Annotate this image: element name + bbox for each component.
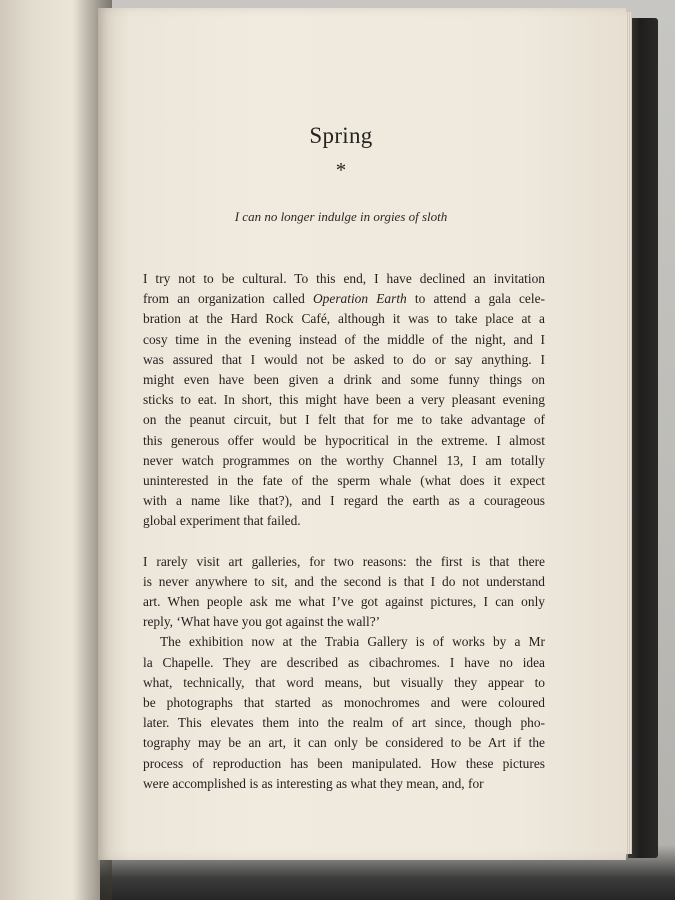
text-line: reply, ‘What have you got against the wall?’ bbox=[143, 614, 381, 630]
text-line: art. When people ask me what I’ve got against pictures, I can only bbox=[143, 594, 545, 610]
book-page bbox=[98, 8, 626, 860]
text-line: I try not to be cultural. To this end, I have declined an invitation bbox=[143, 271, 545, 286]
text-line: uninterested in the fate of the sperm whale (what does it expect bbox=[143, 473, 545, 489]
text-line: might even have been given a drink and some funny things on bbox=[143, 372, 545, 388]
text-line: la Chapelle. They are described as cibachromes. I have no idea bbox=[143, 654, 545, 670]
paragraph-spacer bbox=[143, 532, 545, 552]
text-line: were accomplished is as interesting as what they mean, and, for bbox=[143, 775, 484, 791]
chapter-epigraph: I can no longer indulge in orgies of sloth bbox=[234, 209, 448, 224]
text-line: was assured that I would not be asked to do or say anything. I bbox=[143, 351, 545, 367]
body-text bbox=[143, 269, 545, 794]
text-line: on the peanut circuit, but I felt that for me to take advantage of bbox=[143, 412, 545, 428]
text-line: later. This elevates them into the realm of art since, though pho- bbox=[143, 715, 545, 731]
chapter-title: Spring bbox=[309, 123, 373, 148]
text-line: tography may be an art, it can only be considered to be Art if the bbox=[143, 735, 545, 751]
text-line: sticks to eat. In short, this might have been a very pleasant evening bbox=[143, 392, 545, 408]
text-line: process of reproduction has been manipulated. How these pictures bbox=[143, 755, 545, 771]
paragraph-2 bbox=[143, 552, 545, 633]
text-line: bration at the Hard Rock Café, although it was to take place at a bbox=[143, 311, 545, 327]
text-line: cosy time in the evening instead of the middle of the night, and I bbox=[143, 331, 545, 347]
paragraph-3 bbox=[143, 632, 545, 794]
text-line: The exhibition now at the Trabia Gallery is of works by a Mr bbox=[160, 634, 545, 650]
text-line: with a name like that?), and I regard the earth as a courageous bbox=[143, 493, 545, 509]
text-line: what, technically, that word means, but visually they appear to bbox=[143, 674, 545, 690]
text-line: from an organization called Operation Earth to attend a gala cele- bbox=[143, 291, 545, 307]
text-line: is never anywhere to sit, and the second is that I do not understand bbox=[143, 573, 545, 589]
text-line: I rarely visit art galleries, for two reasons: the first is that there bbox=[143, 553, 545, 569]
asterisk-ornament-icon: * bbox=[335, 158, 347, 182]
text-line: this generous offer would be hypocritical in the extreme. I almost bbox=[143, 432, 545, 448]
paragraph-1 bbox=[143, 269, 545, 532]
book-cover-edge bbox=[628, 18, 658, 858]
text-line: global experiment that failed. bbox=[143, 513, 301, 529]
text-line: never watch programmes on the worthy Channel 13, I am totally bbox=[143, 452, 545, 468]
text-line: be photographs that started as monochromes and were coloured bbox=[143, 695, 545, 711]
